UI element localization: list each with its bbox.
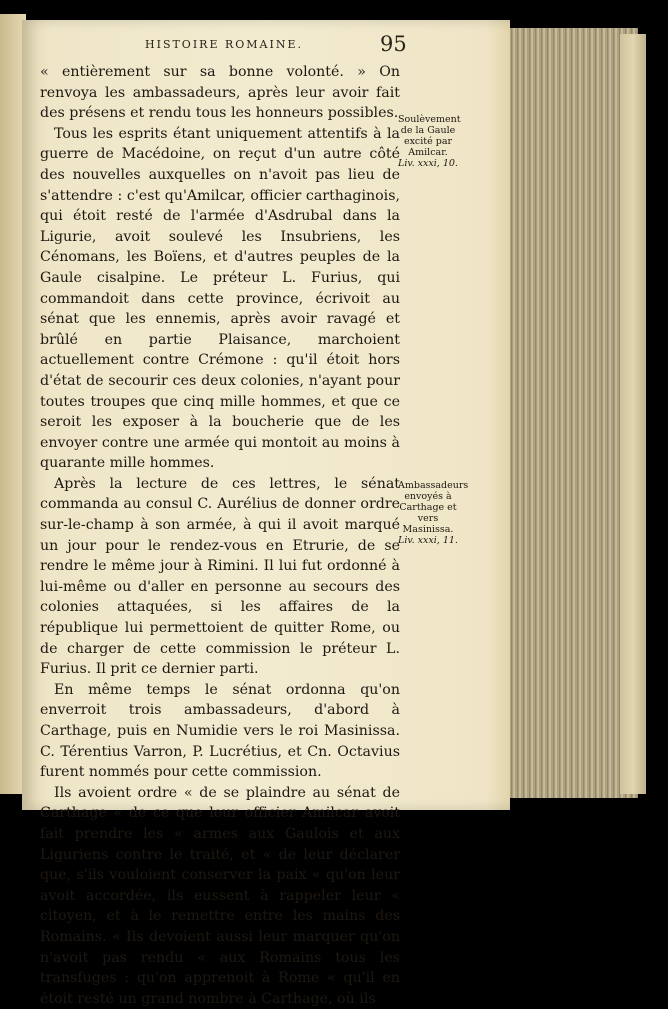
main-text	[40, 62, 400, 1009]
page-number: 95	[380, 32, 407, 56]
paragraph: En même temps le sénat ordonna qu'on enverroit trois ambassadeurs, d'abord à Carthage, puis en Numidie vers le roi Masinissa. C. Térentius Varron, P. Lucrétius, et Cn. Octavius furent nommés pour cette commission.	[40, 681, 400, 781]
margin-note	[398, 114, 461, 169]
paragraph: « entièrement sur sa bonne volonté. » On renvoya les ambassadeurs, après leur avoir fait des présens et rendu tous les honneurs possibles.	[40, 64, 400, 122]
paragraph: Ils avoient ordre « de se plaindre au sénat de Carthage « de ce que leur officier Amilcar avoit fait prendre les « armes aux Gaulois et aux Liguriens contre le traité, et « de leur déclarer que, s'ils vouloient conserver la paix « qu'on leur avoit accordée, ils eussent à rappeler leur « citoyen, et à le remettre entre les mains des Romains. « Ils devoient aussi leur marquer qu'on n'avoit pas rendu « aux Romains tous les transfuges : qu'on apprenoit à Rome « qu'il en étoit resté un grand nombre à Carthage, où ils	[40, 784, 400, 1007]
margin-note-title: Ambassadeurs envoyés à Carthage et vers Masinissa.	[398, 480, 469, 535]
margin-note-ref: Liv. xxxi, 11.	[398, 535, 458, 546]
page-stack	[505, 28, 638, 798]
page-stack-edge	[620, 34, 646, 794]
paragraph: Tous les esprits étant uniquement attentifs à la guerre de Macédoine, on reçut d'un autre côté des nouvelles auxquelles on n'avoit pas lieu de s'attendre : c'est qu'Amilcar, officier carthaginois, qui étoit resté de l'armée d'Asdrubal dans la Ligurie, avoit soulevé les Insubriens, les Cénomans, les Boïens, et d'autres peuples de la Gaule cisalpine. Le préteur L. Furius, qui commandoit dans cette province, écrivoit au sénat que les ennemis, après avoir ravagé et brûlé en partie Plaisance, marchoient actuellement contre Crémone : qu'il étoit hors d'état de secourir ces deux colonies, n'ayant pour toutes troupes que cinq mille hommes, et que ce seroit les exposer à la boucherie que de les envoyer contre une armée qui montoit au moins à quarante mille hommes.	[40, 125, 400, 472]
margin-note	[398, 480, 469, 546]
paragraph: Après la lecture de ces lettres, le sénat commanda au consul C. Aurélius de donner ordre sur-le-champ à son armée, à qui il avoit marqué un jour pour le rendez-vous en Etrurie, de se rendre le même jour à Rimini. Il lui fut ordonné à lui-même ou d'aller en personne au secours des colonies attaquées, si les affaires de la république lui permettoient de quitter Rome, ou de charger de cette commission le préteur L. Furius. Il prit ce dernier parti.	[40, 475, 400, 678]
margin-note-ref: Liv. xxxi, 10.	[398, 158, 458, 169]
margin-note-title: Soulèvement de la Gaule excité par Amilcar.	[398, 114, 461, 158]
running-title: HISTOIRE ROMAINE.	[145, 38, 303, 51]
